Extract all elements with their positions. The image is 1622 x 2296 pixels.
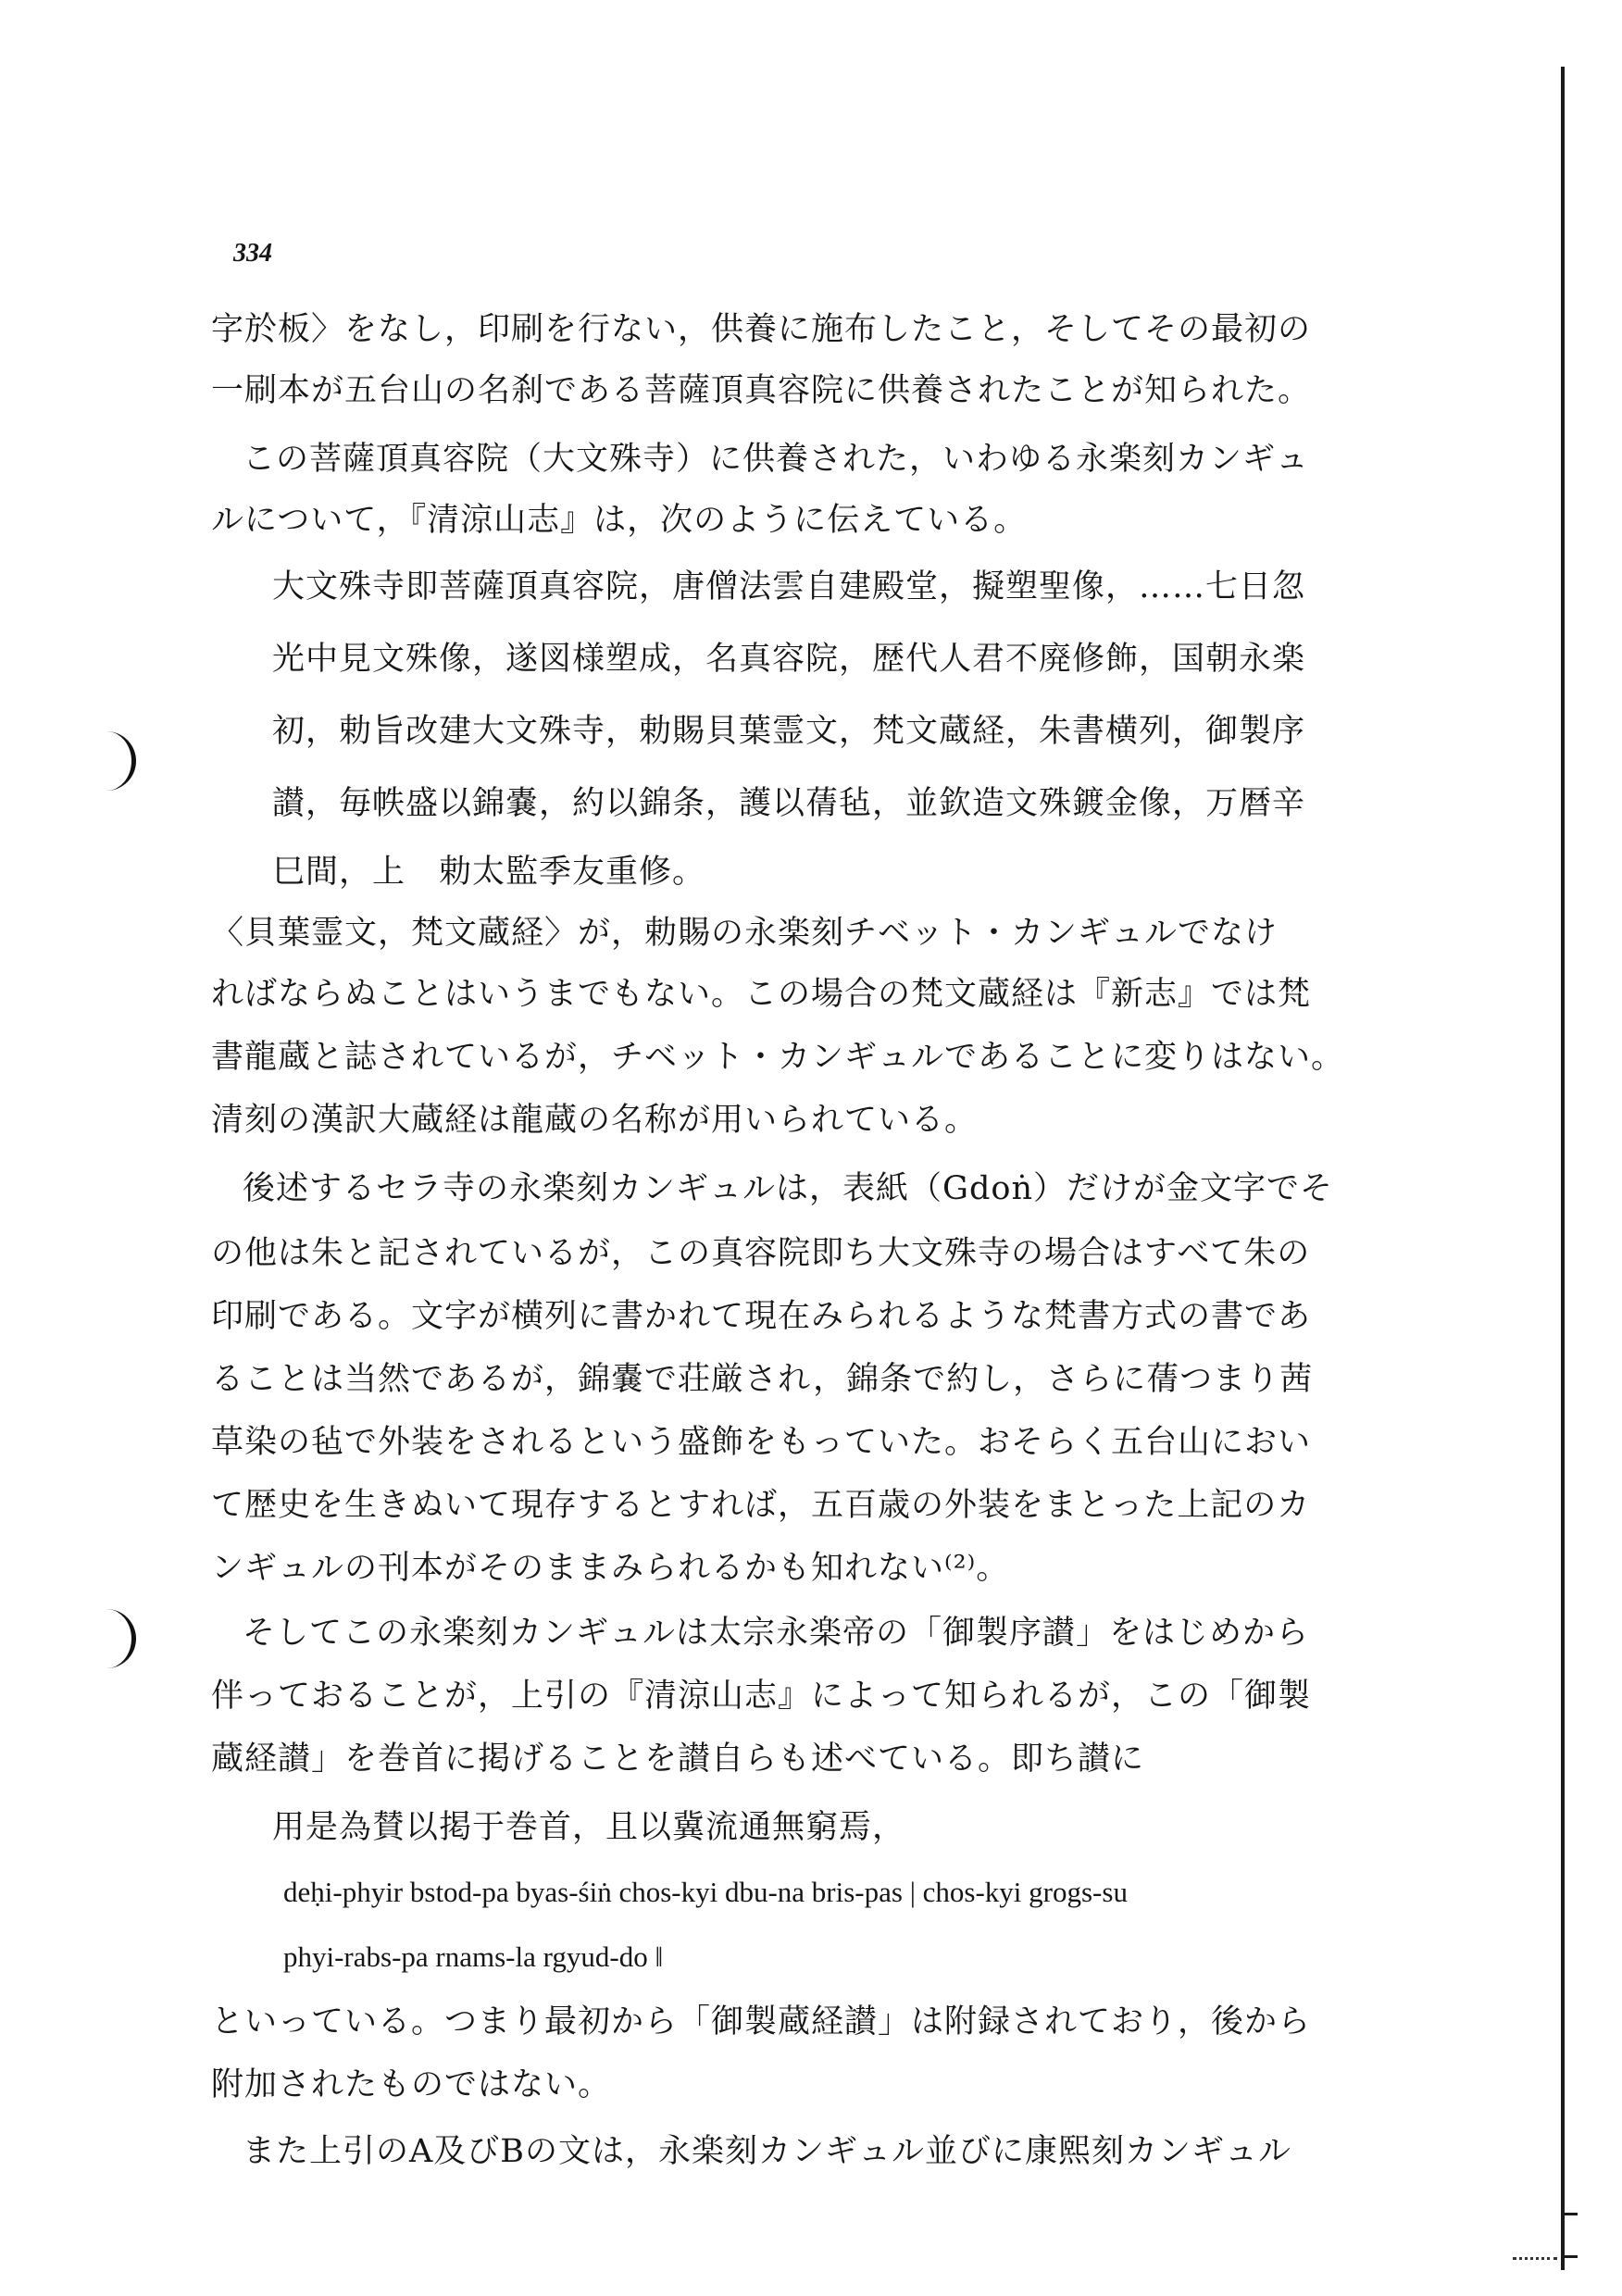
text-line: ることは当然であるが，錦嚢で荘厳され，錦条で約し，さらに蒨つまり茜 <box>211 1361 1314 1398</box>
text-line: この菩薩頂真容院（大文殊寺）に供養された，いわゆる永楽刻カンギュ <box>243 441 1310 478</box>
tibetan-line: deḥi-phyir bstod-pa byas-śiṅ chos-kyi dbu-na bris-pas | chos-kyi grogs-su <box>283 1876 1128 1908</box>
page-edge-notch <box>1561 2255 1578 2258</box>
text-line: といっている。つまり最初から「御製蔵経讃」は附録されており，後から <box>211 2003 1312 2040</box>
page-edge-rule <box>1561 67 1565 2270</box>
quote-line: 巳間，上 勅太監季友重修。 <box>272 854 706 891</box>
text-line: 後述するセラ寺の永楽刻カンギュルは，表紙（Gdoṅ）だけが金文字でそ <box>243 1170 1333 1207</box>
page-number: 334 <box>233 239 272 268</box>
text-line: 附加されたものではない。 <box>211 2066 612 2103</box>
text-line: 印刷である。文字が横列に書かれて現在みられるような梵書方式の書であ <box>211 1298 1312 1335</box>
text-line: て歴史を生きぬいて現存するとすれば，五百歳の外装をまとった上記のカ <box>211 1487 1311 1524</box>
text-line: ればならぬことはいうまでもない。この場合の梵文蔵経は『新志』では梵 <box>211 976 1312 1013</box>
text-line: ンギュルの刊本がそのままみられるかも知れない⁽²⁾。 <box>211 1550 1010 1587</box>
text-line: 字於板〉をなし，印刷を行ない，供養に施布したこと，そしてその最初の <box>211 311 1312 348</box>
text-line: 一刷本が五台山の名刹である菩薩頂真容院に供養されたことが知られた。 <box>211 372 1312 409</box>
text-line: 蔵経讃」を巻首に掲げることを讃自らも述べている。即ち讃に <box>211 1741 1145 1778</box>
quote-line: 初，勅旨改建大文殊寺，勅賜貝葉霊文，梵文蔵経，朱書横列，御製序 <box>272 713 1306 750</box>
edge-dash-marks <box>1513 2257 1557 2260</box>
tibetan-line: phyi-rabs-pa rnams-la rgyud-do ‖ <box>283 1940 664 1973</box>
page-edge-notch <box>1561 2213 1578 2215</box>
text-line: 〈貝葉霊文，梵文蔵経〉が，勅賜の永楽刻チベット・カンギュルでなけ <box>211 915 1279 952</box>
text-line: 伴っておることが，上引の『清涼山志』によって知られるが，この「御製 <box>211 1678 1312 1715</box>
text-line: 清刻の漢訳大蔵経は龍蔵の名称が用いられている。 <box>211 1102 979 1139</box>
quote-line: 大文殊寺即菩薩頂真容院，唐僧法雲自建殿堂，擬塑聖像，……七日忽 <box>272 568 1306 605</box>
text-line: ルについて，『清涼山志』は，次のように伝えている。 <box>211 502 1028 539</box>
text-line: そしてこの永楽刻カンギュルは太宗永楽帝の「御製序讃」をはじめから <box>243 1615 1310 1652</box>
text-line: また上引のA及びBの文は，永楽刻カンギュル並びに康熙刻カンギュル <box>243 2133 1291 2170</box>
quote-line: 讃，毎帙盛以錦嚢，約以錦条，護以蒨毡，並欽造文殊鍍金像，万暦辛 <box>272 785 1306 822</box>
text-line: の他は朱と記されているが，この真容院即ち大文殊寺の場合はすべて朱の <box>211 1235 1311 1272</box>
text-line: 草染の毡で外装をされるという盛飾をもっていた。おそらく五台山におい <box>211 1424 1312 1461</box>
quote-line: 光中見文殊像，遂図様塑成，名真容院，歴代人君不廃修飾，国朝永楽 <box>272 641 1306 678</box>
text-line: 書龍蔵と誌されているが，チベット・カンギュルであることに変りはない。 <box>211 1039 1345 1076</box>
quote-line: 用是為賛以掲于巻首，且以冀流通無窮焉， <box>272 1809 906 1846</box>
